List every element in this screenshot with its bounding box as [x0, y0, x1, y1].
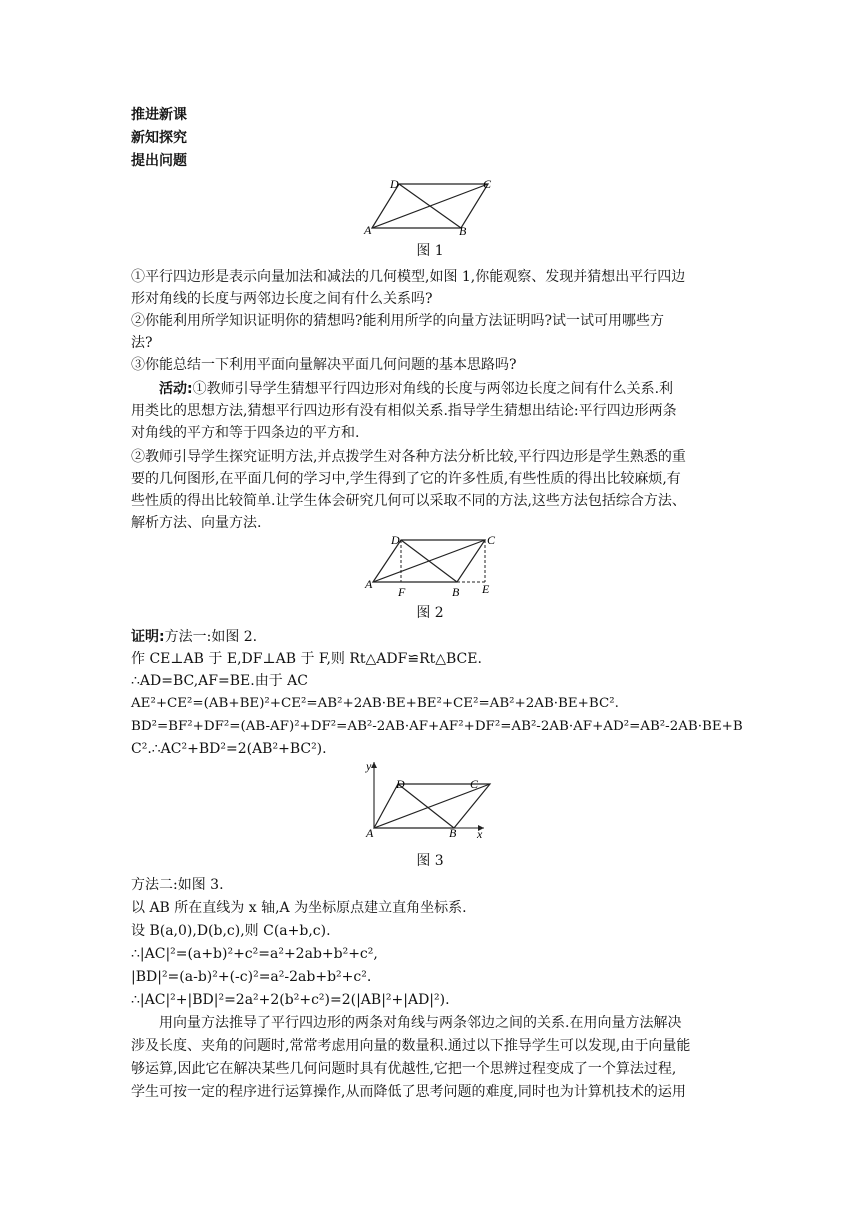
fig1-label-B: B [459, 224, 467, 236]
question-1-line-2: 形对角线的长度与两邻边长度之间有什么关系吗? [131, 291, 433, 307]
fig2-label-C: C [487, 533, 496, 547]
proof-1-line-3: ∴AD=BC,AF=BE.由于 AC [131, 673, 308, 689]
proof-label: 证明: [131, 629, 165, 645]
fig1-label-A: A [364, 223, 372, 236]
fig2-label-F: F [398, 585, 406, 599]
figure-3-caption: 图 3 [416, 853, 444, 869]
fig2-label-E: E [482, 582, 490, 596]
fig1-label-C: C [483, 177, 492, 191]
activity-text-1: ①教师引导学生猜想平行四边形对角线的长度与两邻边长度之间有什么关系.利 [192, 381, 674, 397]
fig3-label-A: A [366, 826, 374, 840]
proof-1-line-2: 作 CE⊥AB 于 E,DF⊥AB 于 F,则 Rt△ADF≌Rt△BCE. [131, 651, 482, 667]
proof-1-line-1 [131, 626, 731, 648]
proof-2-line-1: 方法二:如图 3. [131, 877, 224, 893]
question-1-line-1: ①平行四边形是表示向量加法和减法的几何模型,如图 1,你能观察、发现并猜想出平行四边 [131, 269, 686, 285]
closing-line-2: 涉及长度、夹角的问题时,常常考虑用向量的数量积.通过以下推导学生可以发现,由于向量能 [131, 1038, 691, 1054]
proof-2-line-6: ∴|AC|²+|BD|²=2a²+2(b²+c²)=2(|AB|²+|AD|²). [131, 992, 450, 1008]
activity-line-3: 对角线的平方和等于四条边的平方和. [131, 425, 360, 441]
figure-2-parallelogram [363, 530, 503, 602]
fig2-label-D: D [391, 533, 400, 547]
proof-2-line-3: 设 B(a,0),D(b,c),则 C(a+b,c). [131, 923, 331, 939]
figure-2-caption: 图 2 [416, 605, 444, 621]
fig1-label-D: D [390, 177, 399, 191]
activity-line-5: 要的几何图形,在平面几何的学习中,学生得到了它的许多性质,有些性质的得出比较麻烦,有 [131, 471, 681, 487]
heading-questions: 提出问题 [131, 153, 187, 169]
figure-1-caption: 图 1 [416, 243, 444, 259]
activity-line-7: 解析方法、向量方法. [131, 515, 262, 531]
activity-label: 活动: [159, 381, 193, 397]
fig2-label-A: A [365, 577, 373, 591]
fig3-label-B: B [449, 826, 457, 840]
heading-explore: 新知探究 [131, 130, 187, 146]
activity-line-2: 用类比的思想方法,猜想平行四边形有没有相似关系.指导学生猜想出结论:平行四边形两条 [131, 403, 677, 419]
closing-line-1: 用向量方法推导了平行四边形的两条对角线与两条邻边之间的关系.在用向量方法解决 [159, 1015, 682, 1031]
fig3-label-y: y [366, 759, 372, 773]
fig2-label-B: B [452, 585, 460, 599]
figure-3-coordinate-parallelogram [362, 758, 492, 840]
proof-1-line-5: BD²=BF²+DF²=(AB-AF)²+DF²=AB²-2AB·AF+AF²+DF²=AB²-2AB·AF+AD²=AB²-2AB·BE+B [131, 719, 743, 734]
question-2-line-2: 法? [131, 335, 153, 351]
activity-line-1 [159, 378, 759, 400]
heading-new-lesson: 推进新课 [131, 107, 187, 123]
closing-line-3: 够运算,因此它在解决某些几何问题时具有优越性,它把一个思辨过程变成了一个算法过程, [131, 1061, 677, 1077]
activity-line-6: 些性质的得出比较简单.让学生体会研究几何可以采取不同的方法,这些方法包括综合方法、 [131, 493, 686, 509]
closing-line-4: 学生可按一定的程序进行运算操作,从而降低了思考问题的难度,同时也为计算机技术的运用 [131, 1084, 686, 1100]
fig3-label-x: x [477, 827, 483, 840]
proof-2-line-4: ∴|AC|²=(a+b)²+c²=a²+2ab+b²+c², [131, 946, 378, 962]
proof-1-method: 方法一:如图 2. [164, 629, 258, 645]
proof-1-line-6: C².∴AC²+BD²=2(AB²+BC²). [131, 741, 327, 757]
activity-line-4: ②教师引导学生探究证明方法,并点拨学生对各种方法分析比较,平行四边形是学生熟悉的重 [131, 449, 686, 465]
proof-1-line-4: AE²+CE²=(AB+BE)²+CE²=AB²+2AB·BE+BE²+CE²=AB²+2AB·BE+BC². [131, 696, 619, 711]
fig3-label-D: D [396, 777, 405, 791]
proof-2-line-2: 以 AB 所在直线为 x 轴,A 为坐标原点建立直角坐标系. [131, 900, 467, 916]
question-2-line-1: ②你能利用所学知识证明你的猜想吗?能利用所学的向量方法证明吗?试一试可用哪些方 [131, 313, 665, 329]
question-3: ③你能总结一下利用平面向量解决平面几何问题的基本思路吗? [131, 357, 517, 373]
proof-2-line-5: |BD|²=(a-b)²+(-c)²=a²-2ab+b²+c². [131, 969, 372, 985]
figure-1-parallelogram [362, 174, 502, 236]
fig3-label-C: C [470, 777, 479, 791]
